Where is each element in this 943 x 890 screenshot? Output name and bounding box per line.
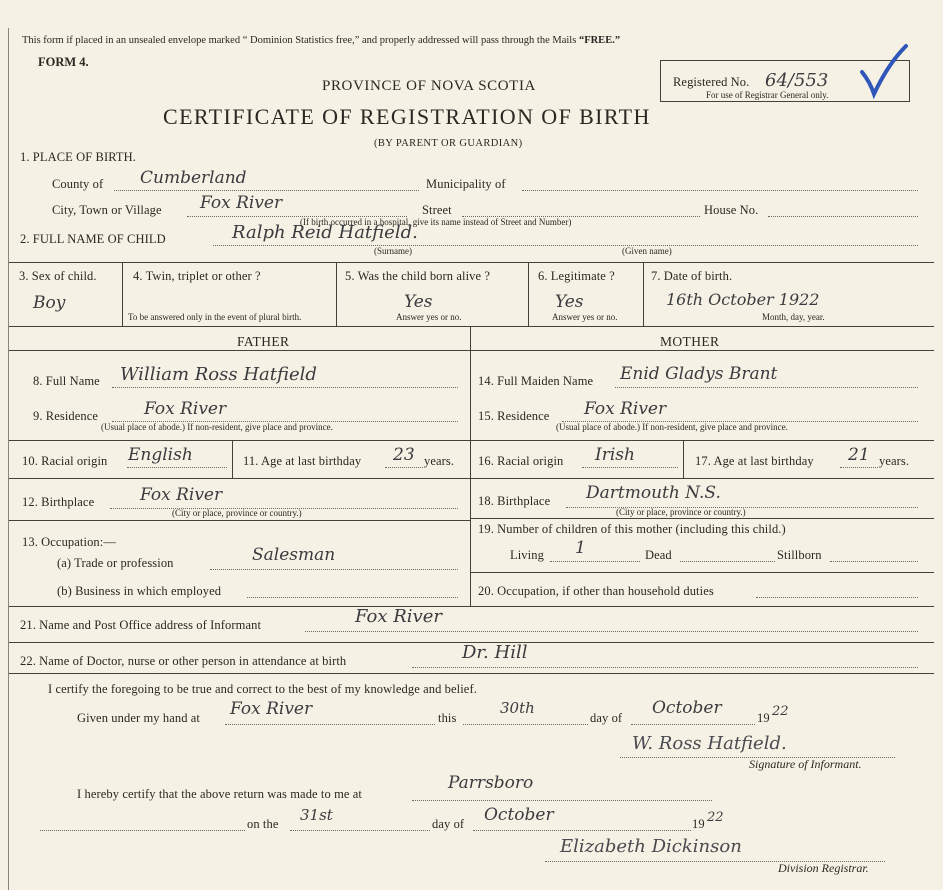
registrar-day-of-label: day of [432, 817, 465, 831]
registrar-signature: Elizabeth Dickinson [560, 836, 742, 857]
date-label: 7. Date of birth. [651, 269, 733, 283]
doctor-label: 22. Name of Doctor, nurse or other person in attendance at birth [20, 654, 347, 668]
hospital-note: (If birth occurred in a hospital, give its name instead of Street and Number) [300, 217, 572, 227]
trade-label: (a) Trade or profession [57, 556, 174, 570]
on-the-label: on the [247, 817, 279, 831]
mother-residence-note: (Usual place of abode.) If non-resident, give place and province. [556, 422, 788, 432]
mother-age-value: 21 [848, 445, 870, 465]
mother-racial-value: Irish [595, 445, 635, 465]
father-residence-note: (Usual place of abode.) If non-resident, give place and province. [101, 422, 333, 432]
father-racial-value: English [128, 445, 193, 465]
living-value: 1 [575, 538, 586, 558]
registrar-statement: I hereby certify that the above return was made to me at [77, 787, 362, 801]
alive-note: Answer yes or no. [396, 312, 462, 322]
date-value: 16th October 1922 [666, 290, 820, 309]
left-margin-rule [8, 28, 9, 890]
province-heading: PROVINCE OF NOVA SCOTIA [322, 78, 536, 94]
given-day: 30th [500, 699, 535, 717]
mail-notice: This form if placed in an unsealed envelope marked “ Dominion Statistics free,” and properly addressed will pass through the Mails “FREE.” [22, 35, 621, 46]
trade-value: Salesman [252, 545, 336, 565]
given-label: Given under my hand at [77, 711, 201, 725]
county-value: Cumberland [140, 168, 247, 188]
doctor-value: Dr. Hill [462, 642, 528, 663]
twin-label: 4. Twin, triplet or other ? [133, 269, 261, 283]
legitimate-label: 6. Legitimate ? [538, 269, 615, 283]
father-racial-label: 10. Racial origin [22, 454, 108, 468]
form-number: FORM 4. [38, 55, 89, 69]
father-birthplace-note: (City or place, province or country.) [172, 508, 302, 518]
given-year: 22 [772, 704, 789, 719]
registrar-place: Parrsboro [448, 773, 534, 793]
mother-name-value: Enid Gladys Brant [620, 364, 778, 384]
mother-residence-label: 15. Residence [478, 409, 550, 423]
children-label: 19. Number of children of this mother (including this child.) [478, 522, 786, 536]
section-place-of-birth: 1. PLACE OF BIRTH. [20, 150, 136, 164]
street-label: Street [422, 203, 452, 217]
registered-note: For use of Registrar General only. [706, 90, 829, 100]
father-residence-value: Fox River [144, 399, 227, 419]
mother-name-label: 14. Full Maiden Name [478, 374, 594, 388]
mother-occupation-label: 20. Occupation, if other than household duties [478, 584, 714, 598]
legitimate-value: Yes [555, 292, 584, 312]
given-day-of-label: day of [590, 711, 623, 725]
county-label: County of [52, 177, 104, 191]
city-value: Fox River [200, 193, 283, 213]
living-label: Living [510, 548, 544, 562]
date-note: Month, day, year. [762, 312, 825, 322]
dead-label: Dead [645, 548, 672, 562]
certify-statement: I certify the foregoing to be true and correct to the best of my knowledge and belief. [48, 682, 477, 696]
registrar-day: 31st [300, 806, 333, 824]
alive-label: 5. Was the child born alive ? [345, 269, 491, 283]
registered-number: 64/553 [765, 70, 829, 91]
stillborn-label: Stillborn [777, 548, 822, 562]
mother-residence-value: Fox River [584, 399, 667, 419]
child-name-value: Ralph Reid Hatfield. [232, 222, 418, 243]
mother-birthplace-label: 18. Birthplace [478, 494, 551, 508]
alive-value: Yes [404, 292, 433, 312]
registrar-label: Division Registrar. [778, 861, 869, 875]
legitimate-note: Answer yes or no. [552, 312, 618, 322]
father-name-label: 8. Full Name [33, 374, 100, 388]
sex-label: 3. Sex of child. [19, 269, 97, 283]
informant-signature-label: Signature of Informant. [749, 757, 862, 771]
check-mark-icon [858, 42, 910, 100]
mother-birthplace-note: (City or place, province or country.) [616, 507, 746, 517]
sex-value: Boy [33, 293, 66, 313]
business-label: (b) Business in which employed [57, 584, 222, 598]
given-year-prefix: 19 [757, 711, 770, 725]
city-label: City, Town or Village [52, 203, 162, 217]
registrar-year-prefix: 19 [692, 817, 705, 831]
father-heading: FATHER [237, 334, 290, 349]
surname-label: (Surname) [374, 246, 412, 256]
occupation-label: 13. Occupation:— [22, 535, 116, 549]
house-no-label: House No. [704, 203, 759, 217]
informant-signature: W. Ross Hatfield. [632, 733, 787, 754]
mother-years: years. [879, 454, 910, 468]
child-name-label: 2. FULL NAME OF CHILD [20, 232, 166, 246]
subtitle: (BY PARENT OR GUARDIAN) [374, 138, 523, 149]
municipality-label: Municipality of [426, 177, 506, 191]
this-label: this [438, 711, 457, 725]
page-title: CERTIFICATE OF REGISTRATION OF BIRTH [163, 104, 651, 129]
father-name-value: William Ross Hatfield [120, 364, 317, 385]
mother-heading: MOTHER [660, 334, 720, 349]
registered-label: Registered No. [673, 75, 750, 89]
informant-label: 21. Name and Post Office address of Informant [20, 618, 262, 632]
mother-age-label: 17. Age at last birthday [695, 454, 814, 468]
registrar-year: 22 [707, 810, 724, 825]
registrar-month: October [484, 805, 554, 825]
father-residence-label: 9. Residence [33, 409, 99, 423]
father-age-value: 23 [393, 445, 415, 465]
mother-birthplace-value: Dartmouth N.S. [586, 483, 721, 503]
father-birthplace-label: 12. Birthplace [22, 495, 95, 509]
father-birthplace-value: Fox River [140, 485, 223, 505]
given-month: October [652, 698, 722, 718]
father-age-label: 11. Age at last birthday [243, 454, 362, 468]
given-place: Fox River [230, 699, 313, 719]
given-name-label: (Given name) [622, 246, 672, 256]
father-years: years. [424, 454, 455, 468]
mother-racial-label: 16. Racial origin [478, 454, 564, 468]
twin-note: To be answered only in the event of plural birth. [128, 312, 302, 322]
informant-value: Fox River [355, 606, 442, 627]
